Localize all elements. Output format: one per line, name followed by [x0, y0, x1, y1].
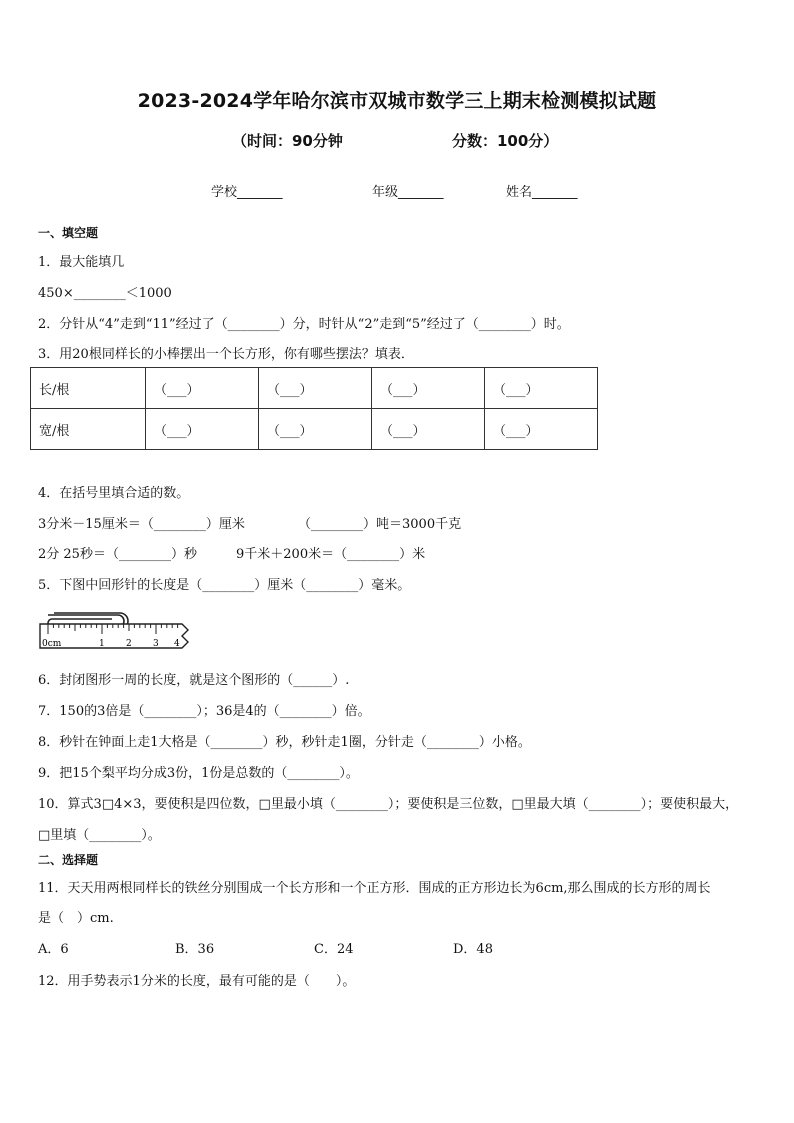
ruler-label-3: 3 [153, 639, 159, 649]
question-4-c: 2分 25秒＝（________）秒 [38, 547, 197, 562]
school-field: 学校_______ [211, 185, 283, 200]
ruler-label-0: 0cm [42, 639, 62, 649]
option-a: A．6 [38, 942, 69, 957]
question-10-line-1: 10．算式3□4×3，要使积是四位数，□里最小填（________）；要使积是三位数，□里最大填（________）；要使积最大， [38, 797, 739, 812]
row-label-width: 宽/根 [31, 409, 146, 450]
ruler-label-4: 4 [174, 639, 180, 649]
table-cell: （___） [146, 368, 259, 409]
question-5: 5．下图中回形针的长度是（________）厘米（________）毫米。 [38, 578, 411, 593]
rectangle-table [30, 367, 598, 450]
question-7: 7．150的3倍是（________）；36是4的（________）倍。 [38, 704, 371, 719]
option-c: C．24 [314, 942, 354, 957]
question-10-line-2: □里填（________）。 [38, 828, 161, 843]
question-11-line-1: 11．天天用两根同样长的铁丝分别围成一个长方形和一个正方形．围成的正方形边长为6cm,那么围成的长方形的周长 [38, 881, 711, 896]
question-8: 8．秒针在钟面上走1大格是（________）秒，秒针走1圈，分针走（________）小格。 [38, 735, 531, 750]
question-1-expression: 450×________＜1000 [38, 286, 172, 301]
question-3: 3．用20根同样长的小棒摆出一个长方形，你有哪些摆法？填表． [38, 347, 414, 362]
exam-score: 分数：100分） [452, 132, 559, 150]
table-cell: （___） [372, 409, 485, 450]
question-11-line-2: 是（ ）cm. [38, 911, 114, 926]
option-d: D．48 [453, 942, 493, 957]
ruler-label-2: 2 [126, 639, 132, 649]
section-choice-heading: 二、选择题 [38, 853, 99, 867]
exam-title: 2023-2024学年哈尔滨市双城市数学三上期末检测模拟试题 [137, 90, 657, 112]
ruler-paperclip-illustration [36, 603, 192, 655]
ruler-icon [40, 624, 188, 649]
question-4: 4．在括号里填合适的数。 [38, 486, 190, 501]
table-cell: （___） [485, 368, 598, 409]
table-cell: （___） [485, 409, 598, 450]
exam-time: （时间：90分钟 [232, 132, 343, 150]
table-row [31, 368, 598, 409]
question-4-d: 9千米＋200米＝（________）米 [236, 547, 426, 562]
question-1: 1．最大能填几 [38, 255, 125, 270]
ruler-label-1: 1 [99, 639, 105, 649]
table-cell: （___） [372, 368, 485, 409]
question-6: 6．封闭图形一周的长度，就是这个图形的（______）. [38, 673, 350, 688]
question-9: 9．把15个梨平均分成3份，1份是总数的（________）。 [38, 766, 359, 781]
grade-field: 年级_______ [372, 185, 444, 200]
table-cell: （___） [146, 409, 259, 450]
row-label-length: 长/根 [31, 368, 146, 409]
question-4-b: （________）吨＝3000千克 [298, 517, 462, 532]
section-fill-blank-heading: 一、填空题 [38, 226, 99, 240]
question-12: 12．用手势表示1分米的长度，最有可能的是（ ）。 [38, 974, 356, 989]
question-2: 2．分针从“4”走到“11”经过了（________）分，时针从“2”走到“5”经过了（________）时。 [38, 317, 570, 332]
table-cell: （___） [259, 368, 372, 409]
table-row [31, 409, 598, 450]
option-b: B．36 [175, 942, 215, 957]
table-cell: （___） [259, 409, 372, 450]
question-4-a: 3分米－15厘米＝（________）厘米 [38, 517, 245, 532]
name-field: 姓名_______ [506, 185, 578, 200]
